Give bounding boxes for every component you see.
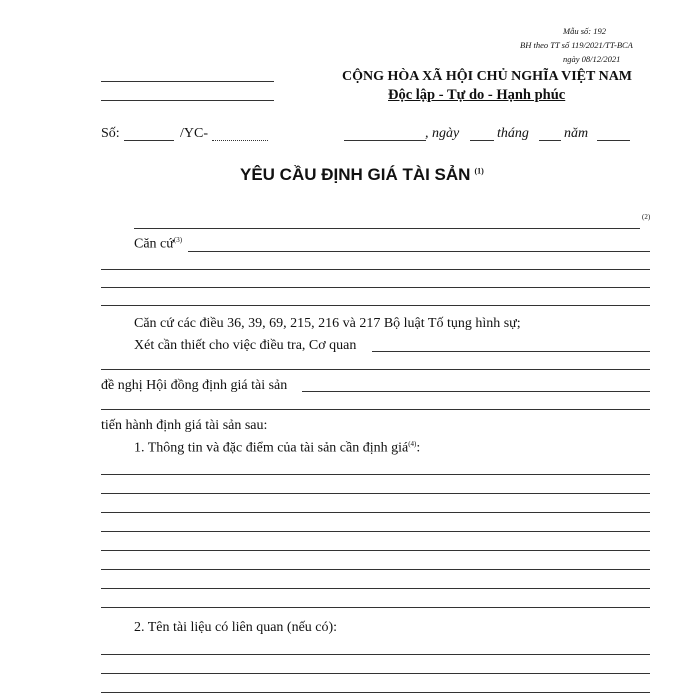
number-blank[interactable] (124, 140, 174, 141)
agency-line-2[interactable] (101, 100, 274, 101)
date-year-label: năm (564, 126, 589, 141)
can-cu-label (134, 236, 182, 253)
yc-blank[interactable] (212, 140, 268, 141)
legal-basis: Căn cứ các điều 36, 39, 69, 215, 216 và 217 Bộ luật Tố tụng hình sự; (134, 316, 521, 331)
yc-label: /YC- (180, 126, 208, 141)
place-blank[interactable] (344, 140, 426, 141)
asset-info-line-7[interactable] (101, 588, 650, 589)
section-1-note: (4) (408, 440, 417, 448)
asset-info-line-2[interactable] (101, 493, 650, 494)
asset-info-line-8[interactable] (101, 607, 650, 608)
form-basis: BH theo TT số 119/2021/TT-BCA (520, 40, 633, 50)
section-2-heading: 2. Tên tài liệu có liên quan (nếu có): (134, 620, 338, 635)
can-cu-note: (3) (173, 236, 183, 244)
agency-name-line[interactable] (372, 351, 650, 352)
asset-info-line-1[interactable] (101, 474, 650, 475)
asset-info-line-4[interactable] (101, 531, 650, 532)
investigation-text: Xét cần thiết cho việc điều tra, Cơ quan (134, 338, 357, 353)
motto: Độc lập - Tự do - Hạnh phúc (388, 87, 566, 103)
form-date: ngày 08/12/2021 (563, 54, 621, 64)
council-line[interactable] (302, 391, 650, 392)
date-month-label: tháng (497, 126, 529, 141)
section-1-text: 1. Thông tin và đặc điểm của tài sản cần định giá (134, 440, 409, 456)
year-blank[interactable] (597, 140, 630, 141)
documents-line-1[interactable] (101, 654, 650, 655)
requester-line[interactable] (134, 228, 640, 229)
agency-line-1[interactable] (101, 81, 274, 82)
document-title (240, 165, 484, 185)
agency-name-line-2[interactable] (101, 369, 650, 370)
month-blank[interactable] (539, 140, 561, 141)
nation-title: CỘNG HÒA XÃ HỘI CHỦ NGHĨA VIỆT NAM (342, 69, 633, 84)
council-line-2[interactable] (101, 409, 650, 410)
documents-line-3[interactable] (101, 692, 650, 693)
section-1-heading (134, 440, 420, 457)
section-1-colon: : (416, 440, 421, 456)
title-note: (1) (474, 166, 484, 176)
asset-info-line-6[interactable] (101, 569, 650, 570)
asset-info-line-5[interactable] (101, 550, 650, 551)
can-cu-line-3[interactable] (101, 305, 650, 306)
proceed-text: tiến hành định giá tài sản sau: (101, 418, 268, 433)
title-text: YÊU CẦU ĐỊNH GIÁ TÀI SẢN (240, 165, 471, 184)
documents-line-2[interactable] (101, 673, 650, 674)
note-2: (2) (642, 213, 651, 221)
can-cu-line-0[interactable] (188, 251, 650, 252)
can-cu-text: Căn cứ (134, 236, 174, 252)
form-number: Mẫu số: 192 (563, 26, 606, 36)
can-cu-line-1[interactable] (101, 269, 650, 270)
day-blank[interactable] (470, 140, 494, 141)
date-day-label: , ngày (425, 126, 460, 141)
request-council-text: đề nghị Hội đồng định giá tài sản (101, 378, 288, 393)
asset-info-line-3[interactable] (101, 512, 650, 513)
number-label: Số: (101, 126, 120, 141)
can-cu-line-2[interactable] (101, 287, 650, 288)
